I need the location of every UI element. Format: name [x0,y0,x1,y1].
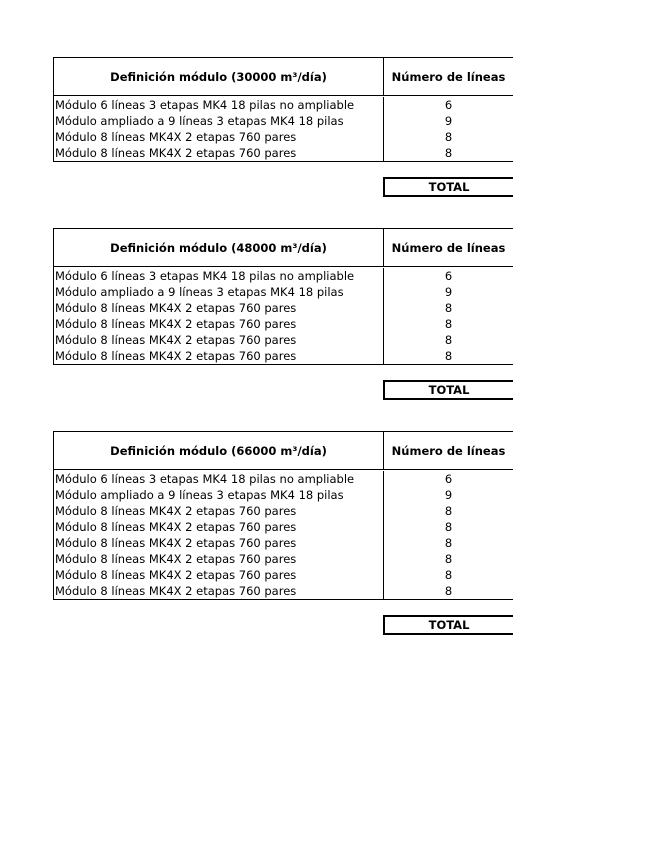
row-definition: Módulo 6 líneas 3 etapas MK4 18 pilas no ampliable [54,268,384,284]
total-cell-66000: TOTAL [383,615,513,635]
row-definition: Módulo ampliado a 9 líneas 3 etapas MK4 18 pilas [54,487,384,503]
row-definition: Módulo 8 líneas MK4X 2 etapas 760 pares [54,519,384,535]
row-line-count: 8 [444,301,453,315]
row-line-count: 8 [444,130,453,144]
total-cell-48000: TOTAL [383,380,513,400]
table-body [54,96,513,161]
table-row [54,348,513,364]
table-row [54,471,513,487]
table-row [54,113,513,129]
table-row [54,551,513,567]
table-header [54,229,513,267]
header-line-count: Número de líneas [391,240,506,255]
row-definition: Módulo 8 líneas MK4X 2 etapas 760 pares [54,583,384,599]
row-line-count: 8 [444,504,453,518]
row-definition: Módulo 8 líneas MK4X 2 etapas 760 pares [54,129,384,145]
module-table-66000 [53,431,513,600]
table-row [54,567,513,583]
row-line-count: 8 [444,317,453,331]
row-definition: Módulo 8 líneas MK4X 2 etapas 760 pares [54,535,384,551]
row-definition: Módulo 8 líneas MK4X 2 etapas 760 pares [54,348,384,364]
table-header [54,58,513,96]
header-definition: Definición módulo (66000 m³/día) [54,432,384,469]
module-table-30000 [53,57,513,162]
table-row [54,535,513,551]
table-body [54,267,513,364]
row-line-count: 9 [444,285,453,299]
row-line-count: 8 [444,584,453,598]
row-definition: Módulo 8 líneas MK4X 2 etapas 760 pares [54,551,384,567]
row-definition: Módulo 8 líneas MK4X 2 etapas 760 pares [54,567,384,583]
row-line-count: 8 [444,552,453,566]
row-definition: Módulo 8 líneas MK4X 2 etapas 760 pares [54,145,384,161]
row-definition: Módulo 6 líneas 3 etapas MK4 18 pilas no ampliable [54,471,384,487]
row-line-count: 8 [444,568,453,582]
table-row [54,268,513,284]
table-row [54,97,513,113]
row-definition: Módulo ampliado a 9 líneas 3 etapas MK4 18 pilas [54,284,384,300]
row-line-count: 9 [444,114,453,128]
table-header [54,432,513,470]
row-definition: Módulo 8 líneas MK4X 2 etapas 760 pares [54,316,384,332]
row-line-count: 8 [444,146,453,160]
module-table-48000 [53,228,513,365]
row-line-count: 6 [444,98,453,112]
table-row [54,503,513,519]
row-line-count: 8 [444,349,453,363]
row-definition: Módulo 8 líneas MK4X 2 etapas 760 pares [54,332,384,348]
header-definition: Definición módulo (30000 m³/día) [54,58,384,95]
table-row [54,583,513,599]
row-definition: Módulo 8 líneas MK4X 2 etapas 760 pares [54,300,384,316]
row-line-count: 8 [444,536,453,550]
row-definition: Módulo 6 líneas 3 etapas MK4 18 pilas no ampliable [54,97,384,113]
table-row [54,284,513,300]
table-row [54,145,513,161]
total-cell-30000: TOTAL [383,177,513,197]
table-row [54,487,513,503]
row-line-count: 9 [444,488,453,502]
row-line-count: 6 [444,269,453,283]
row-line-count: 8 [444,333,453,347]
row-line-count: 8 [444,520,453,534]
row-line-count: 6 [444,472,453,486]
header-definition: Definición módulo (48000 m³/día) [54,229,384,266]
table-row [54,300,513,316]
row-definition: Módulo 8 líneas MK4X 2 etapas 760 pares [54,503,384,519]
table-row [54,332,513,348]
row-definition: Módulo ampliado a 9 líneas 3 etapas MK4 18 pilas [54,113,384,129]
table-row [54,129,513,145]
table-row [54,519,513,535]
header-line-count: Número de líneas [391,443,506,458]
table-body [54,470,513,599]
table-row [54,316,513,332]
header-line-count: Número de líneas [391,69,506,84]
